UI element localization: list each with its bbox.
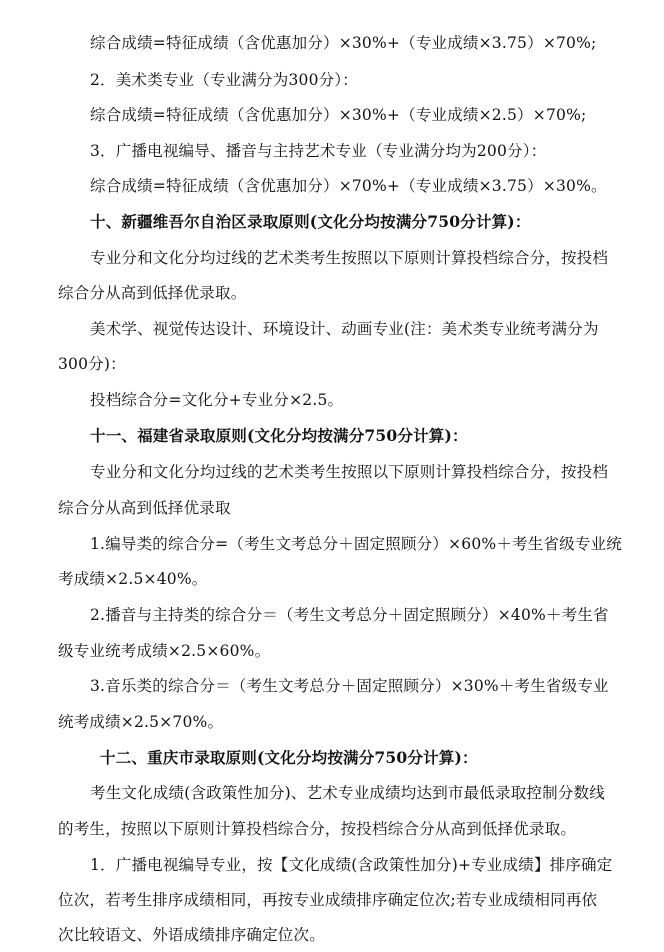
paragraph-line: 统考成绩×2.5×70%。 (58, 712, 224, 731)
paragraph-line: 美术学、视觉传达设计、环境设计、动画专业(注：美术类专业统考满分为 (90, 320, 599, 339)
section-heading-fujian: 十一、福建省录取原则(文化分均按满分750分计算)： (90, 426, 468, 446)
list-item-music: 3.音乐类的综合分＝（考生文考总分＋固定照顾分）×30%＋考生省级专业 (90, 676, 609, 695)
list-item-broadcast-major: 3．广播电视编导、播音与主持艺术专业（专业满分均为200分）： (90, 142, 547, 161)
paragraph-line: 综合分从高到低择优录取 (58, 498, 231, 517)
formula-line-2: 综合成绩=特征成绩（含优惠加分）×30%+（专业成绩×2.5）×70%; (90, 106, 587, 125)
list-item-directing: 1.编导类的综合分=（考生文考总分＋固定照顾分）×60%＋考生省级专业统 (90, 534, 622, 553)
paragraph-line: 综合分从高到低择优录取。 (58, 284, 247, 303)
paragraph-line: 级专业统考成绩×2.5×60%。 (58, 641, 271, 660)
paragraph-line: 考成绩×2.5×40%。 (58, 569, 208, 588)
list-item-broadcast-directing: 1．广播电视编导专业，按【文化成绩(含政策性加分)+专业成绩】排序确定 (90, 855, 613, 874)
formula-line-1: 综合成绩=特征成绩（含优惠加分）×30%+（专业成绩×3.75）×70%; (90, 34, 597, 52)
paragraph-line: 专业分和文化分均过线的艺术类考生按照以下原则计算投档综合分，按投档 (90, 463, 609, 482)
section-heading-chongqing: 十二、重庆市录取原则(文化分均按满分750分计算)： (100, 747, 478, 767)
paragraph-line: 300分)： (58, 355, 126, 374)
section-heading-xinjiang: 十、新疆维吾尔自治区录取原则(文化分均按满分750分计算)： (90, 212, 531, 232)
list-item-hosting: 2.播音与主持类的综合分＝（考生文考总分＋固定照顾分）×40%＋考生省 (90, 605, 609, 624)
paragraph-line: 考生文化成绩(含政策性加分)、艺术专业成绩均达到市最低录取控制分数线 (90, 783, 605, 802)
list-item-art-major: 2．美术类专业（专业满分为300分）： (90, 71, 358, 89)
formula-line-3: 综合成绩=特征成绩（含优惠加分）×70%+（专业成绩×3.75）×30%。 (90, 177, 607, 196)
paragraph-line: 位次，若考生排序成绩相同，再按专业成绩排序确定位次;若专业成绩相同再依 (58, 890, 598, 909)
paragraph-line: 次比较语文、外语成绩排序确定位次。 (58, 926, 325, 944)
paragraph-line: 的考生，按照以下原则计算投档综合分，按投档综合分从高到低择优录取。 (58, 819, 577, 838)
formula-line-xinjiang: 投档综合分=文化分+专业分×2.5。 (90, 391, 344, 410)
paragraph-line: 专业分和文化分均过线的艺术类考生按照以下原则计算投档综合分，按投档 (90, 249, 609, 268)
